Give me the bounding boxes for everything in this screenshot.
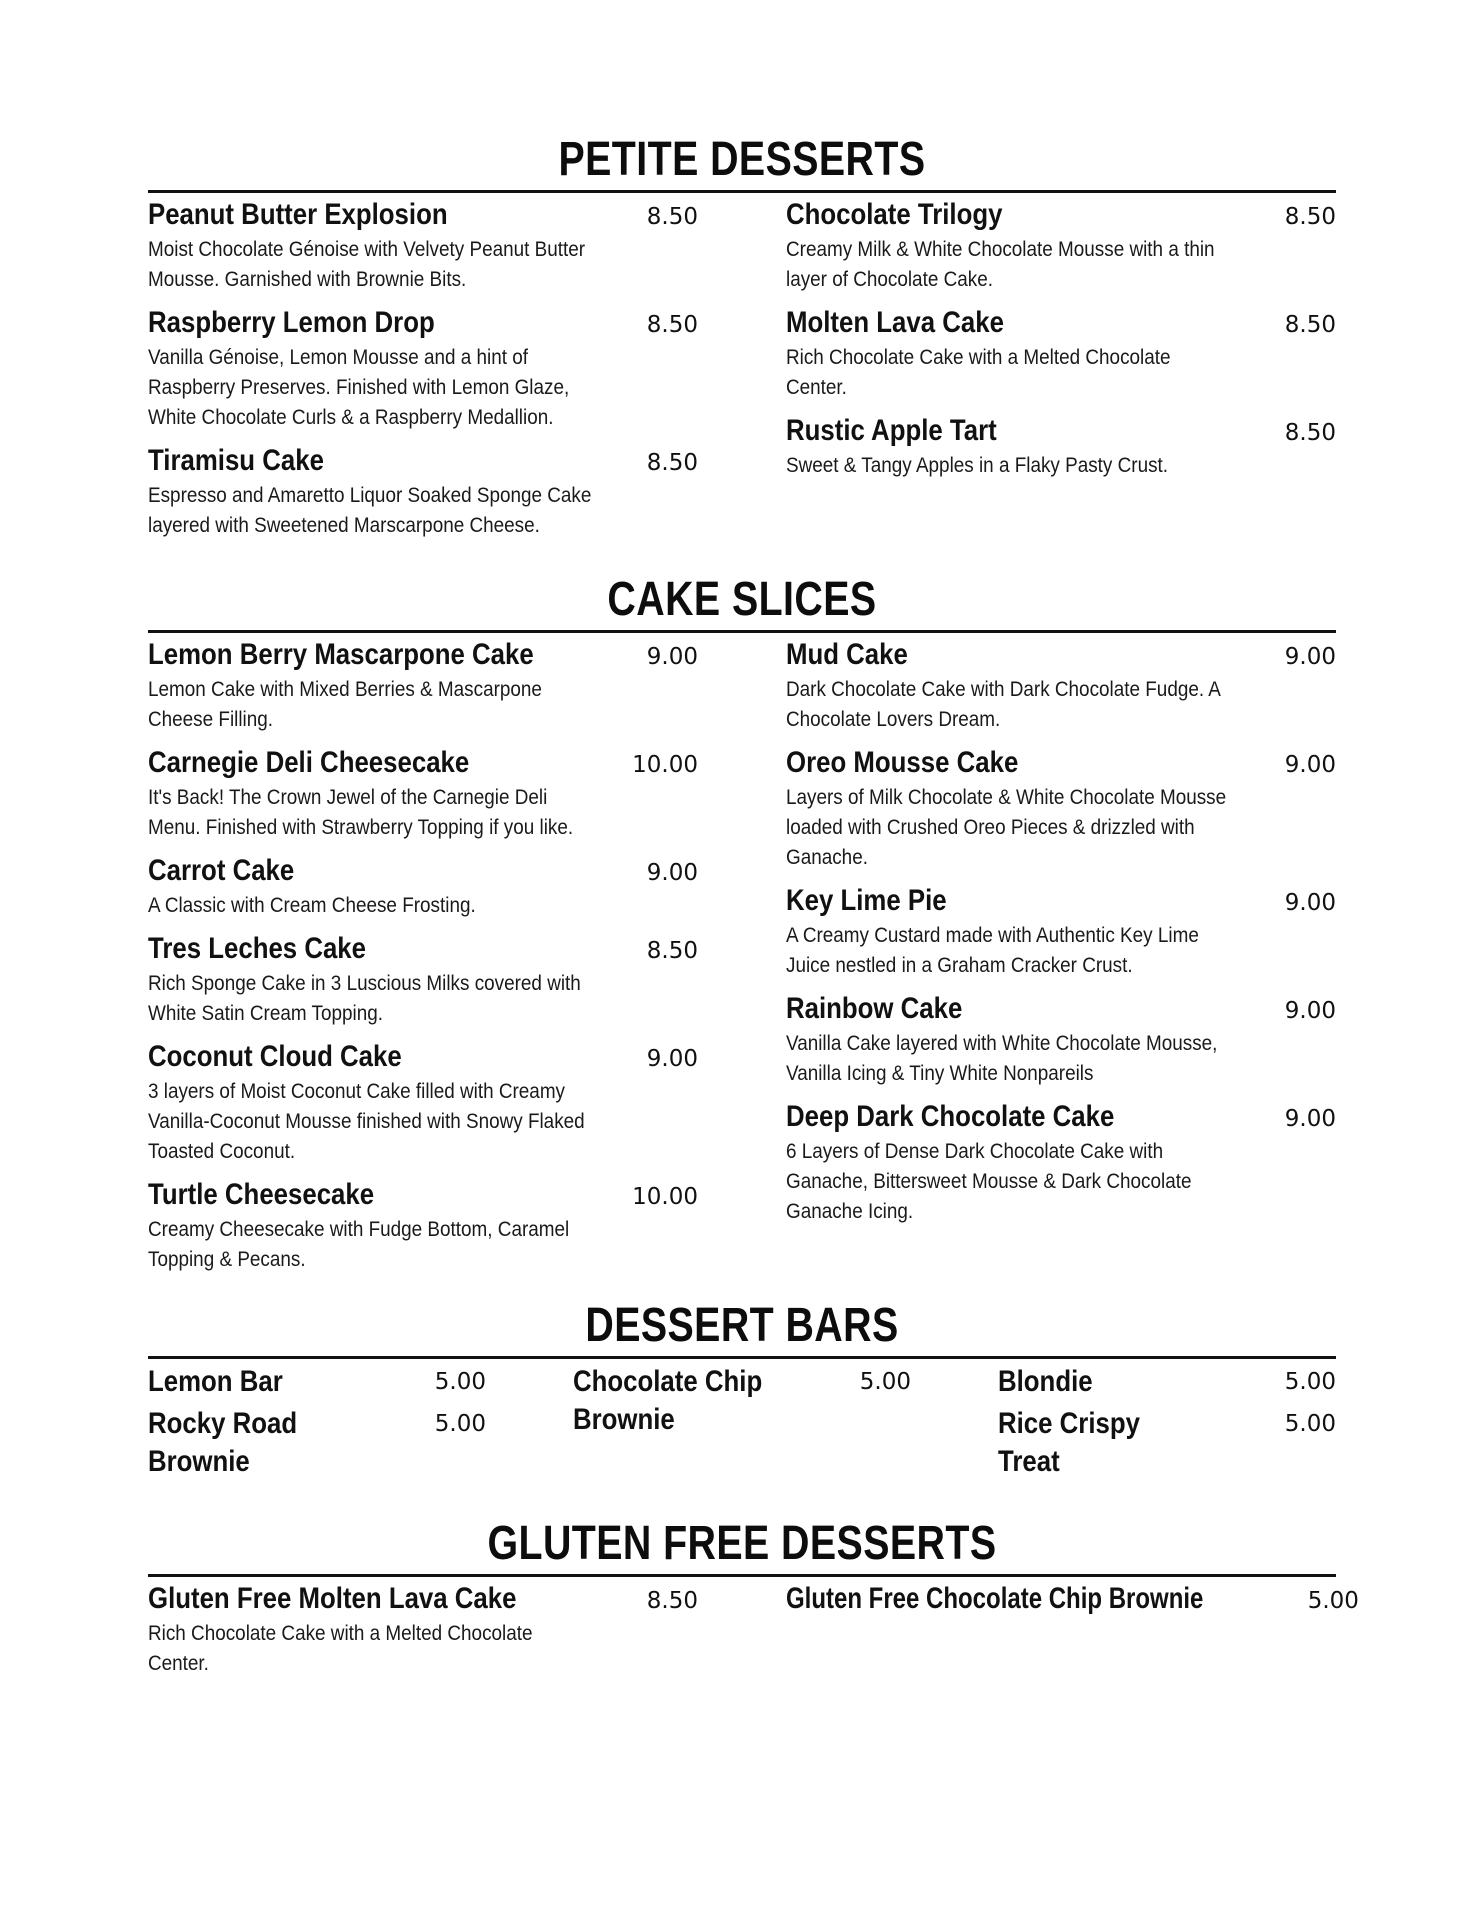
item-name: Chocolate Chip Brownie [573,1365,763,1436]
menu-item [786,197,1336,295]
item-price: 9.00 [1284,1106,1336,1132]
item-name: Tres Leches Cake [148,932,367,965]
menu-item [148,1177,698,1275]
item-description: 6 Layers of Dense Dark Chocolate Cake with Ganache, Bittersweet Mousse & Dark Chocolate Ganache Icing. [786,1140,1192,1223]
item-name: Chocolate Trilogy [786,198,1003,231]
bars-column-2 [573,1359,911,1485]
item-description: A Classic with Cream Cheese Frosting. [148,894,476,917]
left-column [148,193,698,551]
item-description: Rich Chocolate Cake with a Melted Chocolate Center. [786,346,1171,399]
menu-item [148,853,698,921]
item-description: Creamy Milk & White Chocolate Mousse with a thin layer of Chocolate Cake. [786,238,1215,291]
section-petite-desserts [148,134,1336,551]
item-price: 9.00 [646,1046,698,1072]
item-price: 10.00 [632,1184,698,1210]
item-name: Oreo Mousse Cake [786,746,1019,779]
item-name: Molten Lava Cake [786,306,1004,339]
section-dessert-bars [148,1300,1336,1485]
menu-item [786,413,1336,481]
item-description: Vanilla Génoise, Lemon Mousse and a hint of Raspberry Preserves. Finished with Lemon Glaze, White Chocolate Curls & a Raspberry Medallion. [148,346,570,429]
item-price: 9.00 [1284,890,1336,916]
item-price: 9.00 [646,644,698,670]
item-name: Blondie [998,1365,1093,1398]
item-description: Vanilla Cake layered with White Chocolate Mousse, Vanilla Icing & Tiny White Nonpareils [786,1032,1218,1085]
menu-item [148,1039,698,1167]
item-description: Layers of Milk Chocolate & White Chocolate Mousse loaded with Crushed Oreo Pieces & drizzled with Ganache. [786,786,1227,869]
section-cake-slices [148,574,1336,1285]
menu-item [148,1581,698,1679]
item-description: Dark Chocolate Cake with Dark Chocolate Fudge. A Chocolate Lovers Dream. [786,678,1220,731]
menu-item [786,305,1336,403]
item-price: 8.50 [646,1588,698,1614]
right-column [786,633,1336,1285]
menu-item [786,1099,1336,1227]
item-price: 8.50 [646,938,698,964]
item-price: 9.00 [1284,752,1336,778]
item-description: A Creamy Custard made with Authentic Key Lime Juice nestled in a Graham Cracker Crust. [786,924,1199,977]
item-name: Rice Crispy Treat [998,1407,1140,1478]
menu-item [786,991,1336,1089]
item-name: Turtle Cheesecake [148,1178,375,1211]
item-description: Sweet & Tangy Apples in a Flaky Pasty Crust. [786,454,1169,477]
item-price: 8.50 [1284,204,1336,230]
bar-item [573,1363,911,1439]
bars-column-1 [148,1359,486,1485]
item-price: 5.00 [1284,1369,1336,1395]
item-price: 10.00 [632,752,698,778]
left-column [148,1577,698,1689]
item-name: Carrot Cake [148,854,295,887]
section-title: GLUTEN FREE DESSERTS [487,1517,997,1570]
item-description: 3 layers of Moist Coconut Cake filled with Creamy Vanilla-Coconut Mousse finished with Snowy Flaked Toasted Coconut. [148,1080,585,1163]
bar-item [998,1405,1336,1481]
item-name: Peanut Butter Explosion [148,198,448,231]
item-price: 8.50 [1284,312,1336,338]
item-name: Tiramisu Cake [148,444,324,477]
item-price: 5.00 [434,1411,486,1437]
item-name: Rainbow Cake [786,992,963,1025]
item-price: 5.00 [434,1369,486,1395]
item-name: Coconut Cloud Cake [148,1040,402,1073]
right-column [786,1577,1359,1689]
menu-item [148,197,698,295]
item-description: Rich Chocolate Cake with a Melted Chocolate Center. [148,1622,533,1675]
menu-item [148,305,698,433]
section-title: CAKE SLICES [607,573,877,626]
menu-item [786,1581,1359,1619]
bar-item [998,1363,1336,1401]
item-description: Lemon Cake with Mixed Berries & Mascarpone Cheese Filling. [148,678,542,731]
bar-item [148,1405,486,1481]
item-description: It's Back! The Crown Jewel of the Carnegie Deli Menu. Finished with Strawberry Topping if you like. [148,786,574,839]
item-name: Gluten Free Molten Lava Cake [148,1582,517,1615]
menu-item [148,931,698,1029]
item-name: Rustic Apple Tart [786,414,997,447]
menu-item [148,443,698,541]
item-price: 9.00 [1284,998,1336,1024]
section-gluten-free [148,1517,1359,1689]
item-name: Raspberry Lemon Drop [148,306,435,339]
item-description: Rich Sponge Cake in 3 Luscious Milks covered with White Satin Cream Topping. [148,972,581,1025]
menu-item [786,883,1336,981]
item-description: Creamy Cheesecake with Fudge Bottom, Caramel Topping & Pecans. [148,1218,570,1271]
item-name: Deep Dark Chocolate Cake [786,1100,1115,1133]
section-title: DESSERT BARS [585,1299,899,1352]
menu-item [786,637,1336,735]
bar-item [148,1363,486,1401]
item-name: Key Lime Pie [786,884,947,917]
item-price: 5.00 [1284,1411,1336,1437]
item-price: 8.50 [1284,420,1336,446]
item-price: 8.50 [646,204,698,230]
item-name: Carnegie Deli Cheesecake [148,746,470,779]
item-price: 9.00 [1284,644,1336,670]
bars-column-3 [998,1359,1336,1485]
item-name: Lemon Bar [148,1365,283,1398]
item-price: 8.50 [646,312,698,338]
item-name: Rocky Road Brownie [148,1407,298,1478]
section-title: PETITE DESSERTS [558,133,926,186]
item-name: Lemon Berry Mascarpone Cake [148,638,534,671]
item-price: 5.00 [859,1369,911,1395]
item-price: 9.00 [646,860,698,886]
item-name: Gluten Free Chocolate Chip Brownie [786,1582,1204,1615]
menu-item [148,637,698,735]
item-name: Mud Cake [786,638,908,671]
menu-item [786,745,1336,873]
menu-item [148,745,698,843]
left-column [148,633,698,1285]
item-price: 8.50 [646,450,698,476]
item-description: Moist Chocolate Génoise with Velvety Peanut Butter Mousse. Garnished with Brownie Bits. [148,238,586,291]
item-price: 5.00 [1307,1588,1359,1614]
right-column [786,193,1336,551]
item-description: Espresso and Amaretto Liquor Soaked Sponge Cake layered with Sweetened Marscarpone Cheese. [148,484,592,537]
